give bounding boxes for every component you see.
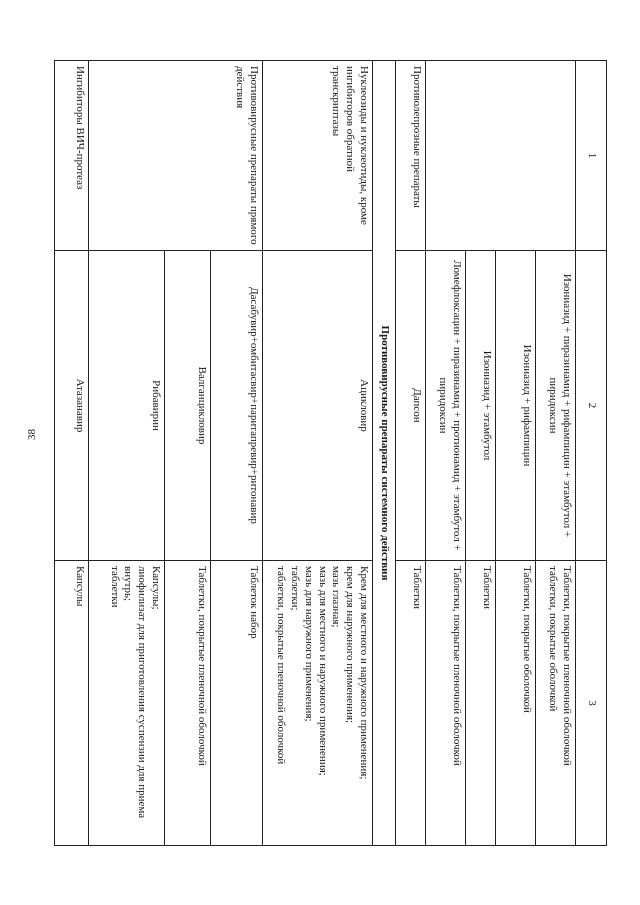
dosage-form-cell — [426, 561, 466, 846]
drug-name-cell: Ломефлоксацин + пиразинамид + протионамид + этамбутол + пиридоксин — [426, 251, 466, 561]
document-sheet — [74, 60, 607, 845]
group-cell: Ингибиторы ВИЧ-протеаз — [55, 61, 89, 251]
drug-name-cell: Дасабувир+омбитасвир+паритапревир+ритонавир — [211, 251, 263, 561]
dosage-form-cell — [536, 561, 576, 846]
drug-table — [54, 60, 607, 846]
drug-name-cell: Изониазид + пиразинамид + рифампицин + этамбутол + пиридоксин — [536, 251, 576, 561]
dosage-form-line: лиофилизат для приготовления суспензии для приема внутрь; — [122, 566, 149, 819]
header-cell-1: 1 — [576, 61, 607, 251]
dosage-form-cell — [55, 561, 89, 846]
section-title-row — [373, 61, 396, 846]
dosage-form-cell — [89, 561, 165, 846]
drug-name-cell: Рибавирин — [89, 251, 165, 561]
table-row — [263, 61, 373, 846]
dosage-form-line: мазь глазная; — [330, 566, 343, 628]
group-cell: Противовирусные препараты прямого действия — [89, 61, 263, 251]
table-row — [55, 61, 89, 846]
section-title: Противовирусные препараты системного действия — [373, 61, 396, 846]
group-cell — [426, 61, 576, 251]
table-row — [211, 61, 263, 846]
header-row — [576, 61, 607, 846]
dosage-form-line: мазь для наружного применения; — [303, 566, 315, 722]
dosage-form-cell — [165, 561, 211, 846]
dosage-form-line: таблетки; — [289, 566, 302, 611]
dosage-form-line: Таблеток набор — [248, 566, 260, 639]
dosage-form-line: Таблетки, покрытые пленочной оболочкой — [451, 566, 463, 766]
drug-name-cell: Ацикловир — [263, 251, 373, 561]
dosage-form-line: таблетки, покрытые пленочной оболочкой — [275, 566, 288, 765]
dosage-form-line: таблетки — [108, 566, 121, 608]
dosage-form-line: Таблетки, покрытые оболочкой — [521, 566, 533, 713]
drug-name-cell: Изониазид + рифампицин — [496, 251, 536, 561]
dosage-form-line: мазь для местного и наружного применения; — [316, 566, 329, 776]
group-cell: Нуклеозиды и нуклеотиды, кроме ингибиторов обратной транскриптазы — [263, 61, 373, 251]
dosage-form-line: Таблетки — [481, 566, 493, 610]
drug-name-cell: Атазанавир — [55, 251, 89, 561]
group-cell: Противолепрозные препараты — [396, 61, 426, 251]
drug-name-cell: Валганцикловир — [165, 251, 211, 561]
dosage-form-line: крем для наружного применения; — [344, 566, 357, 724]
dosage-form-cell — [263, 561, 373, 846]
dosage-form-line: таблетки, покрытые оболочкой — [547, 566, 560, 712]
dosage-form-line: Капсулы — [74, 566, 86, 607]
table-body — [55, 61, 607, 846]
page-number: 38 — [26, 429, 38, 440]
dosage-form-line: Таблетки, покрытые пленочной оболочкой — [561, 566, 573, 766]
drug-name-cell: Дапсон — [396, 251, 426, 561]
header-cell-2: 2 — [576, 251, 607, 561]
dosage-form-cell — [211, 561, 263, 846]
dosage-form-cell — [496, 561, 536, 846]
dosage-form-line: Капсулы; — [150, 566, 162, 610]
dosage-form-line: Крем для местного и наружного применения; — [358, 566, 370, 780]
dosage-form-line: Таблетки, покрытые пленочной оболочкой — [196, 566, 208, 766]
dosage-form-line: Таблетки — [411, 566, 423, 610]
table-row — [396, 61, 426, 846]
dosage-form-cell — [396, 561, 426, 846]
dosage-form-cell — [466, 561, 496, 846]
table-row — [536, 61, 576, 846]
header-cell-3: 3 — [576, 561, 607, 846]
drug-name-cell: Изониазид + этамбутол — [466, 251, 496, 561]
